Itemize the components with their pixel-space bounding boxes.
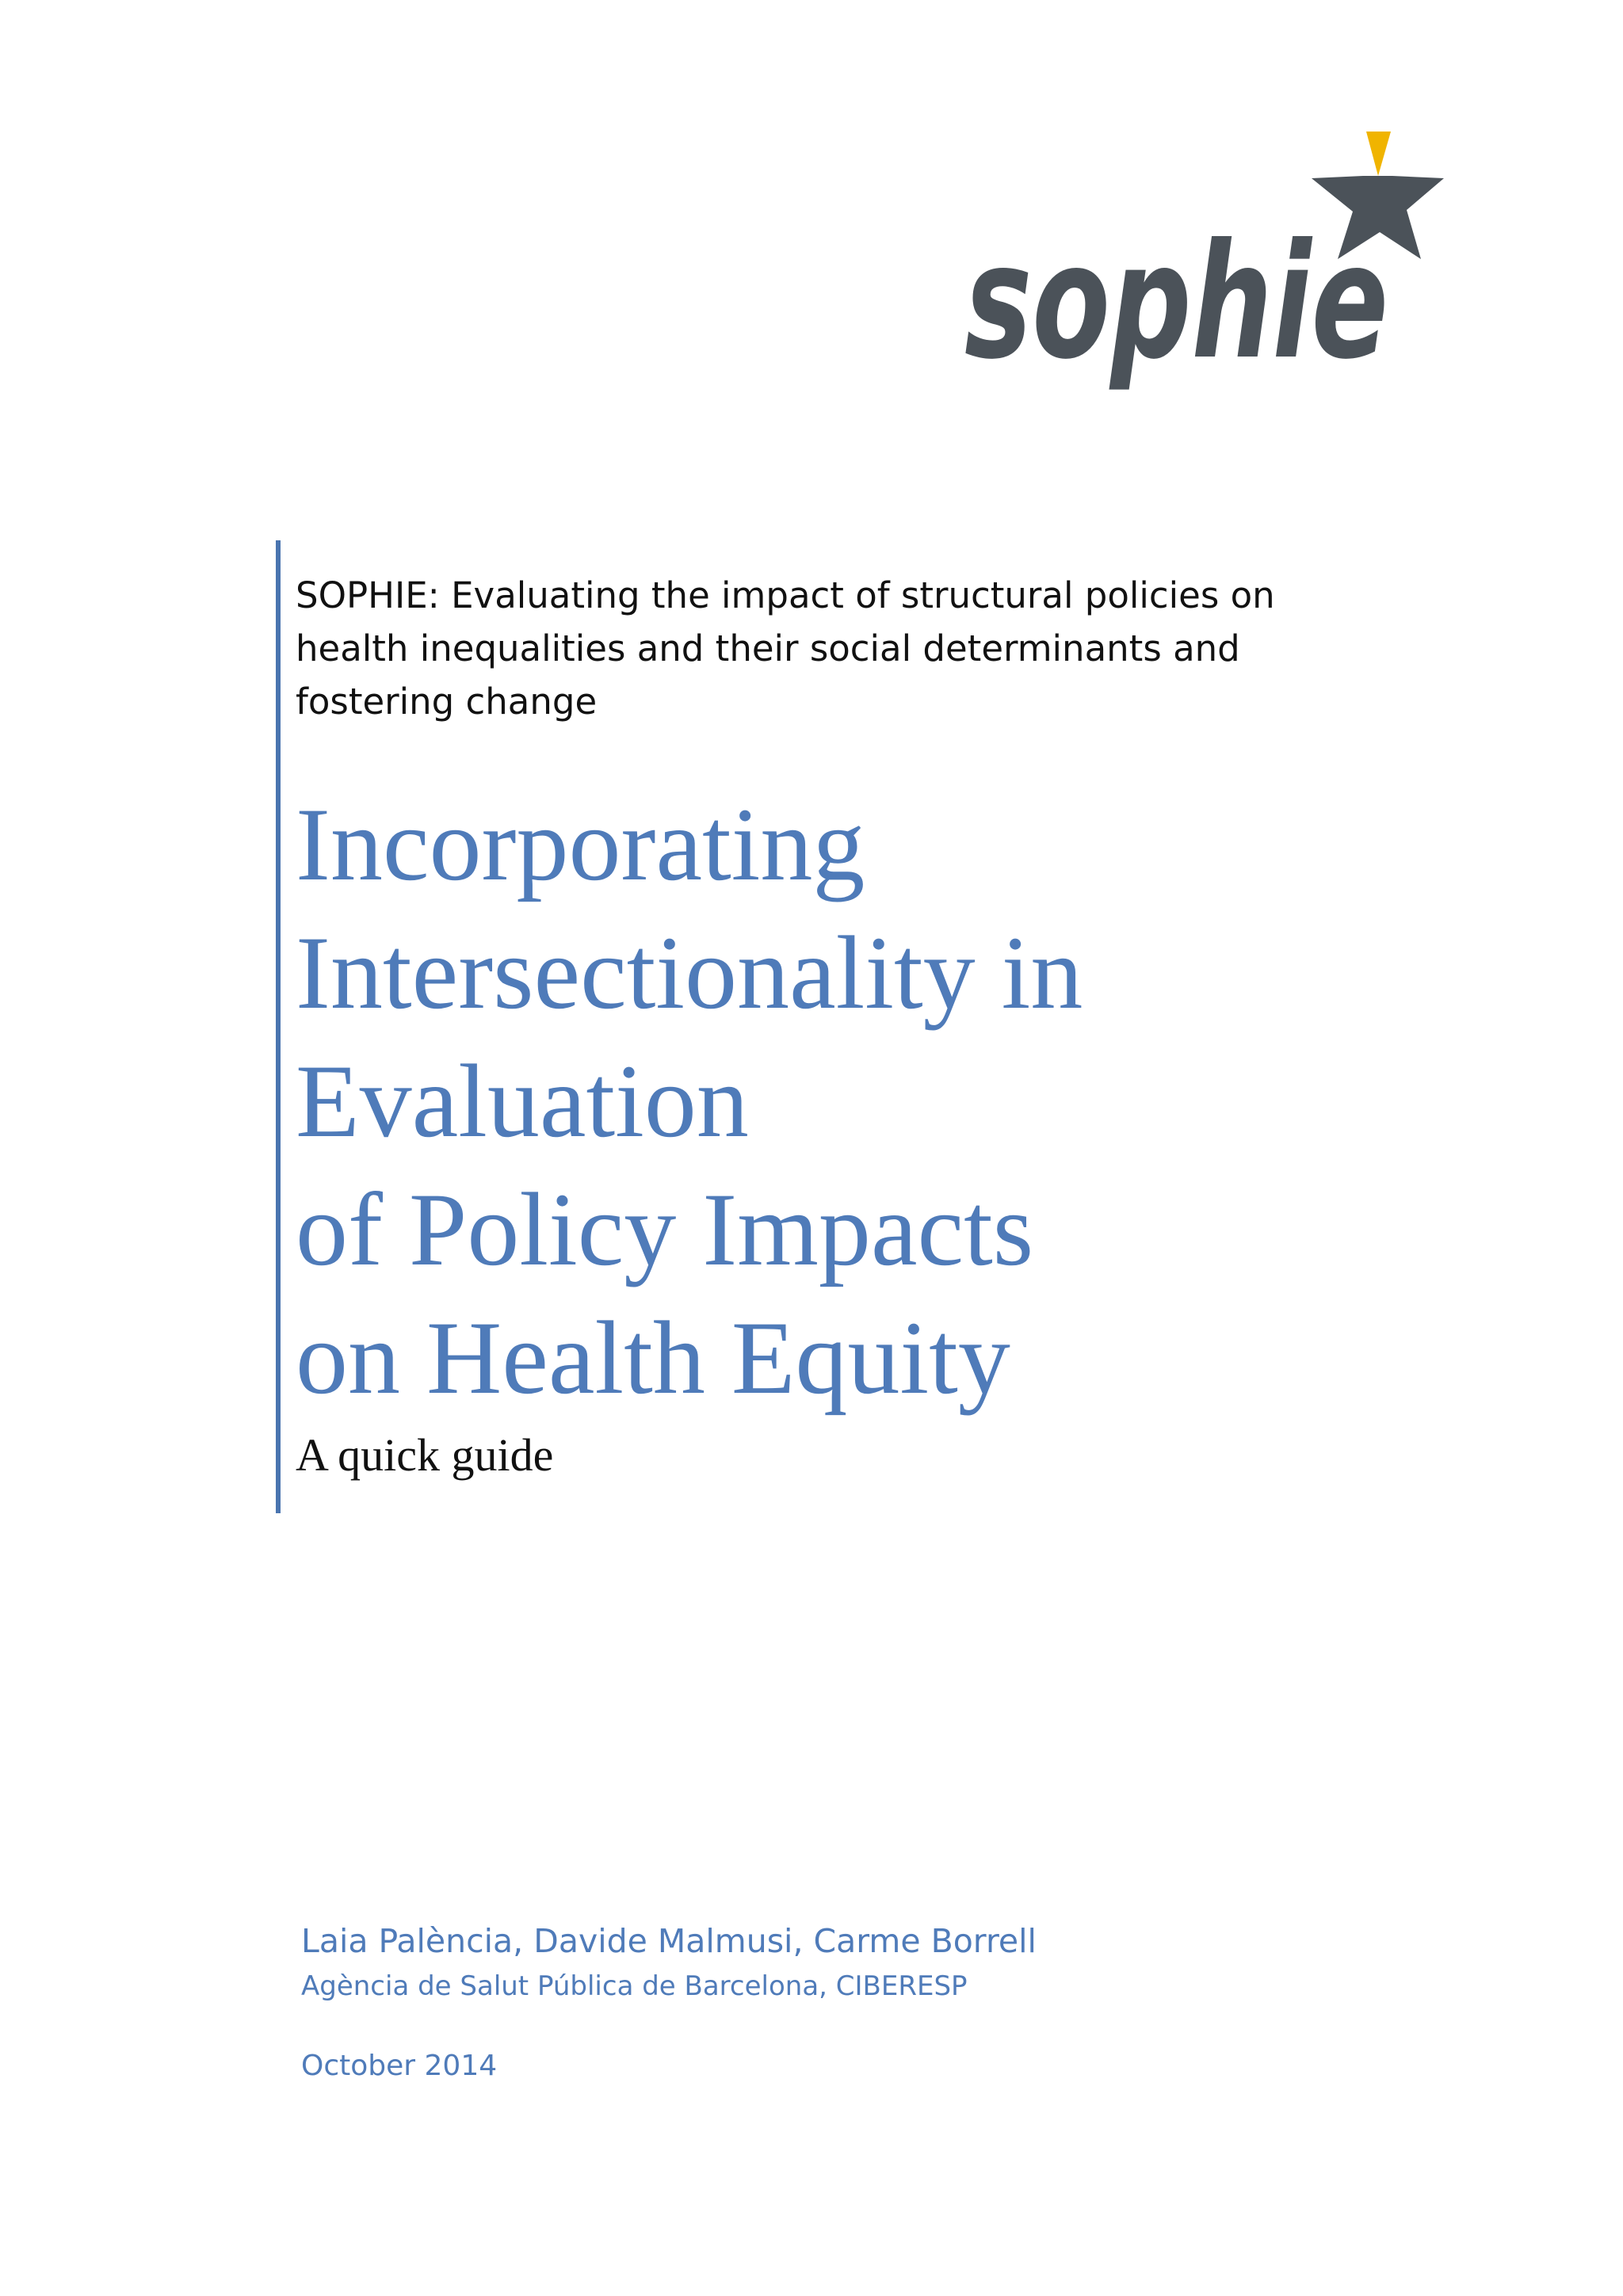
affiliation: Agència de Salut Pública de Barcelona, CIBERESP [301,1970,968,2002]
star-tip-icon [1366,132,1391,176]
logo-text: sophie [964,210,1388,395]
main-title-line: Incorporating [296,786,865,902]
subtitle: A quick guide [296,1429,554,1481]
main-title-line: Intersectionality in [296,914,1083,1031]
main-title [296,780,1484,1422]
publication-date: October 2014 [301,2050,498,2082]
project-title: SOPHIE: Evaluating the impact of structural policies on health inequalities and their social determinants and fostering change [296,574,1275,723]
sophie-logo [963,127,1510,404]
accent-bar [276,540,281,1513]
authors: Laia Palència, Davide Malmusi, Carme Borrell [301,1922,1037,1960]
main-title-line: of Policy Impacts [296,1171,1034,1287]
main-title-line: Evaluation [296,1043,749,1159]
main-title-line: on Health Equity [296,1299,1010,1416]
